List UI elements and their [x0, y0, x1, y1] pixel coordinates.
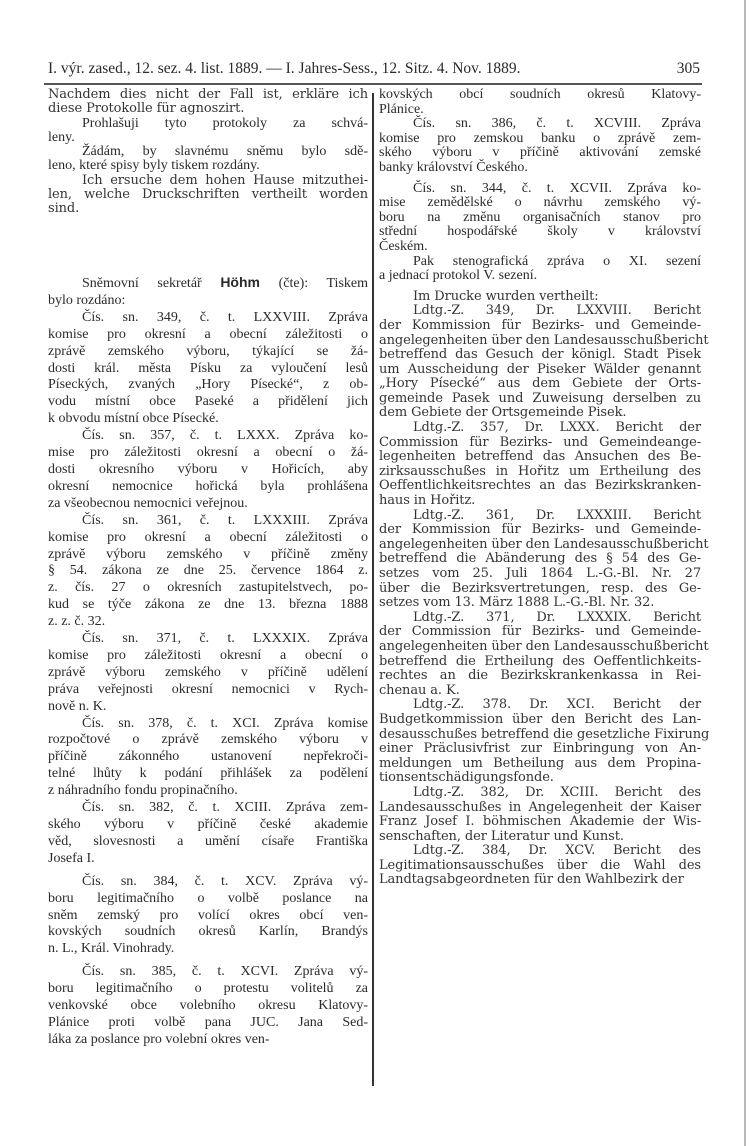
text-line: Nachdem dies nicht der Fall ist, erkläre ich	[48, 87, 368, 102]
text-line: kovských obcí soudních okresů Klatovy-	[379, 87, 701, 102]
text-line: einer Präclusivfrist zur Einbringung von An-	[379, 741, 701, 757]
text-line: angelegenheiten über den Landesausschußbericht	[379, 536, 709, 552]
text-line: láka za poslance pro volební okres ven-	[48, 1031, 270, 1047]
paragraph	[379, 421, 701, 509]
text-line: der Kommission für Bezirks- und Gemeinde-	[379, 522, 701, 538]
text-line: vodu místní obce Paseké a přidělení jich	[48, 394, 368, 410]
text-line: venkovské obce volebního okresu Klatovy-	[48, 998, 368, 1014]
paragraph	[48, 174, 368, 217]
text-line: z. z. č. 32.	[48, 614, 106, 630]
paragraph	[379, 117, 701, 175]
left-printed-list-section	[48, 274, 368, 1049]
secretary-line-2: bylo rozdáno:	[48, 292, 126, 308]
text-line: setzes vom 13. März 1888 L.-G.-Bl. Nr. 32.	[379, 595, 655, 611]
paragraph	[48, 874, 368, 959]
text-line: zprávě výboru zemského v příčině udělení	[48, 664, 368, 680]
text-line: Im Drucke wurden vertheilt:	[413, 288, 599, 304]
text-line: Pak stenografická zpráva o XI. sezení	[413, 253, 701, 269]
paragraph	[48, 428, 368, 513]
page-edge	[744, 0, 746, 1146]
secretary-name: Höhm	[220, 274, 260, 290]
text-line: zprávě výboru zemského v příčině změny	[48, 546, 368, 562]
text-line: Čís. sn. 357, č. t. LXXX. Zpráva ko-	[82, 428, 368, 444]
text-line: Ich ersuche dem hohen Hause mitzuthei-	[82, 172, 368, 188]
text-line: Píseckých, zvaných „Hory Písecké“, z ob-	[48, 377, 368, 393]
text-line: Prohlašuji tyto protokoly za schvá-	[82, 115, 368, 131]
paragraph	[48, 513, 368, 631]
text-line: mise zemědělské o návrhu zemského vý-	[379, 195, 701, 211]
text-line: a jednací protokol V. sezení.	[379, 268, 538, 284]
text-line: komise pro okresní a obecní záležitosti o	[48, 326, 368, 342]
text-line: Plánice.	[379, 101, 424, 117]
text-line: desausschußes betreffend die gesetzliche Fixirung	[379, 726, 710, 742]
text-line: kud se týče zákona ze dne 13. března 1888	[48, 597, 368, 613]
text-line: ského výboru v příčině české akademie	[48, 817, 368, 832]
text-line: Čís. sn. 385, č. t. XCVI. Zpráva vý-	[82, 964, 368, 980]
text-line: Ldtg.-Z. 384, Dr. XCV. Bericht des	[413, 843, 701, 859]
text-line: komise pro okresní a obecní záležitosti o	[48, 529, 368, 545]
text-line: der Kommission für Bezirks- und Gemeinde-	[379, 317, 701, 333]
text-line: věd, slovesnosti a umění císaře Františka	[48, 833, 368, 849]
text-line: k obvodu místní obce Písecké.	[48, 411, 219, 427]
paragraph	[379, 844, 701, 888]
paragraph	[379, 88, 701, 117]
text-line: tionsentschädigungsfonde.	[379, 770, 554, 786]
text-line: Commission für Bezirks- und Gemeindeange-	[379, 434, 701, 450]
text-line: Franz Josef I. böhmischen Akademie der Wis-	[379, 814, 701, 830]
text-line: okresní nemocnice hořická byla prohlášena	[48, 478, 368, 494]
text-line: Oeffentlichkeitsrechtes an das Bezirkskranken-	[379, 478, 701, 494]
text-line: Ldtg.-Z. 382, Dr. XCIII. Bericht des	[413, 784, 701, 800]
header-rule	[44, 83, 702, 85]
text-line: n. L., Král. Vinohrady.	[48, 941, 175, 957]
text-line: „Hory Písecké“ aus dem Gebiete der Orts-	[379, 376, 701, 392]
text-line: sněm zemský pro volící okres obcí ven-	[48, 907, 368, 923]
text-line: komise pro zemskou banku o zprávě zem-	[379, 130, 701, 146]
text-line: dem Gebiete der Ortsgemeinde Pisek.	[379, 405, 627, 421]
text-line: Josefa I.	[48, 850, 95, 866]
text-line: telné lhůty k podání přihlášek za podělení	[48, 766, 368, 782]
paragraph	[48, 631, 368, 716]
text-line: dosti král. města Písku za vyloučení lesů	[48, 360, 368, 376]
text-line: gemeinde Pasek und Zuweisung derselben zu	[379, 390, 701, 406]
text-line: ského výboru v příčině aktivování zemské	[379, 145, 701, 161]
text-line: Čís. sn. 382, č. t. XCIII. Zpráva zem-	[82, 800, 368, 816]
text-line: Landesausschußes in Angelegenheit der Kaiser	[379, 799, 701, 815]
text-line: střední hospodářské školy v království	[379, 224, 701, 240]
text-line: legenheiten betreffend das Ansuchen des Be-	[379, 449, 701, 465]
text-line: Čís. sn. 386, č. t. XCVIII. Zpráva	[413, 116, 701, 132]
text-line: Čís. sn. 344, č. t. XCVII. Zpráva ko-	[413, 180, 701, 196]
paragraph	[379, 697, 710, 786]
secretary-line	[48, 274, 368, 293]
paragraph	[48, 88, 368, 117]
text-line: Čís. sn. 378, č. t. XCI. Zpráva komise	[82, 715, 368, 731]
running-header	[48, 60, 700, 78]
text-line: boru legitimačního o protestu volitelů za	[48, 981, 368, 997]
text-line: Ldtg.-Z. 357, Dr. LXXX. Bericht der	[413, 420, 701, 436]
paragraph	[379, 182, 701, 255]
text-line: setzes vom 25. Juli 1864 L.-G.-Bl. Nr. 27	[379, 566, 701, 581]
text-line: Čís. sn. 384, č. t. XCV. Zpráva vý-	[82, 873, 368, 889]
text-line: Čís. sn. 361, č. t. LXXXIII. Zpráva	[82, 512, 368, 528]
paragraph	[379, 507, 709, 611]
paragraph	[48, 145, 368, 174]
text-line: len, welche Druckschriften vertheilt worden	[48, 187, 368, 203]
text-line: haus in Hořitz.	[379, 493, 476, 509]
paragraph	[48, 716, 368, 801]
text-line: Landtagsabgeordneten für den Wahlbezirk der	[379, 872, 684, 888]
text-line: příčině zákonného ustanovení nepřekroči-	[48, 749, 368, 765]
text-line: Českém.	[379, 238, 428, 254]
text-line: Budgetkommission über den Bericht des Lan-	[379, 711, 701, 727]
text-line: mise pro záležitosti okresní a obecní o žá-	[48, 445, 368, 461]
text-line: Legitimationsausschußes über die Wahl des	[379, 857, 701, 873]
text-line: § 54. zákona ze dne 25. července 1864 z.	[48, 563, 368, 579]
text-line: angelegenheiten über den Landesausschußbericht	[379, 332, 709, 348]
paragraph	[379, 255, 701, 284]
text-line: za všeobecnou nemocnici veřejnou.	[48, 495, 248, 511]
text-line: leno, které spisy byly tiskem rozdány.	[48, 158, 260, 174]
text-line: senschaften, der Literatur und Kunst.	[379, 828, 624, 844]
text-line: leny.	[48, 129, 75, 145]
text-line: Ldtg.-Z. 371, Dr. LXXXIX. Bericht	[413, 609, 701, 625]
column-divider	[372, 93, 374, 1086]
text-line: angelegenheiten über den Landesausschußbericht	[379, 638, 709, 654]
text-line: meldungen um Betheilung aus dem Propina-	[379, 755, 701, 771]
text-line: Čís. sn. 371, č. t. LXXXIX. Zpráva	[82, 631, 368, 647]
paragraph	[48, 310, 368, 428]
text-line: Plánice proti volbě pana JUC. Jana Sed-	[48, 1014, 368, 1030]
text-line: Ldtg.-Z. 378. Dr. XCI. Bericht der	[413, 697, 701, 713]
text-line: betreffend die Ertheilung des Oeffentlichkeits-	[379, 653, 701, 669]
text-line: komise pro záležitosti okresní a obecní o	[48, 647, 368, 663]
text-line: zprávě zemského výboru, týkající se žá-	[48, 343, 368, 359]
text-line: sind.	[48, 201, 80, 217]
text-line: nově n. K.	[48, 698, 107, 714]
text-line: diese Protokolle für agnoszirt.	[48, 101, 245, 117]
paragraph	[48, 117, 368, 146]
left-intro-section	[48, 88, 368, 217]
text-line: boru legitimačního o volbě poslance na	[48, 890, 368, 906]
text-line: Ldtg.-Z. 349, Dr. LXXVIII. Bericht	[413, 303, 701, 319]
text-line: banky království Českého.	[379, 159, 528, 175]
paragraph	[379, 290, 701, 305]
paragraph	[48, 964, 368, 1049]
text-line: über die Bezirksvertretungen, resp. des Ge-	[379, 580, 701, 596]
text-line: betreffend die Abänderung des § 54 des Ge-	[379, 551, 701, 567]
text-line: kovských soudních okresů Karlín, Brandýs	[48, 924, 368, 940]
text-line: z náhradního fondu propinačního.	[48, 783, 238, 799]
text-line: boru na změnu organisačních stanov pro	[379, 209, 701, 225]
secretary-prefix: Sněmovní sekretář	[82, 276, 221, 291]
text-line: dosti okresního výboru v Hořicích, aby	[48, 461, 368, 477]
secretary-suffix: (čte): Tiskem	[259, 276, 368, 291]
text-line: betreffend das Gesuch der königl. Stadt Pisek	[379, 347, 701, 363]
text-line: rozpočtové o zprávě zemského výboru v	[48, 732, 368, 748]
paragraph	[379, 786, 701, 844]
paragraph	[379, 609, 709, 699]
text-line: z. čís. 27 o okresních zastupitelstvech, po-	[48, 580, 368, 596]
text-line: Žádám, by slavnému sněmu bylo sdě-	[82, 144, 368, 160]
text-line: der Commission für Bezirks- und Gemeinde-	[379, 624, 701, 640]
text-line: zirksausschußes in Hořitz um Ertheilung des	[379, 463, 701, 479]
text-line: um Ausscheidung der Piseker Wälder genannt	[379, 361, 701, 377]
text-line: rechtes an die Bezirkskrankenkassa in Rei-	[379, 668, 701, 684]
paragraph	[379, 303, 709, 421]
text-line: práva veřejnosti okresní nemocnici v Rych-	[48, 681, 368, 697]
page-number: 305	[676, 60, 700, 77]
header-title: I. výr. zased., 12. sez. 4. list. 1889. — I. Jahres-Sess., 12. Sitz. 4. Nov. 1889.	[48, 60, 521, 77]
right-column-body	[379, 87, 710, 888]
text-line: Čís. sn. 349, č. t. LXXVIII. Zpráva	[82, 309, 368, 325]
text-line: chenau a. K.	[379, 682, 460, 698]
text-line: Ldtg.-Z. 361, Dr. LXXXIII. Bericht	[413, 507, 701, 523]
paragraph	[48, 800, 368, 868]
